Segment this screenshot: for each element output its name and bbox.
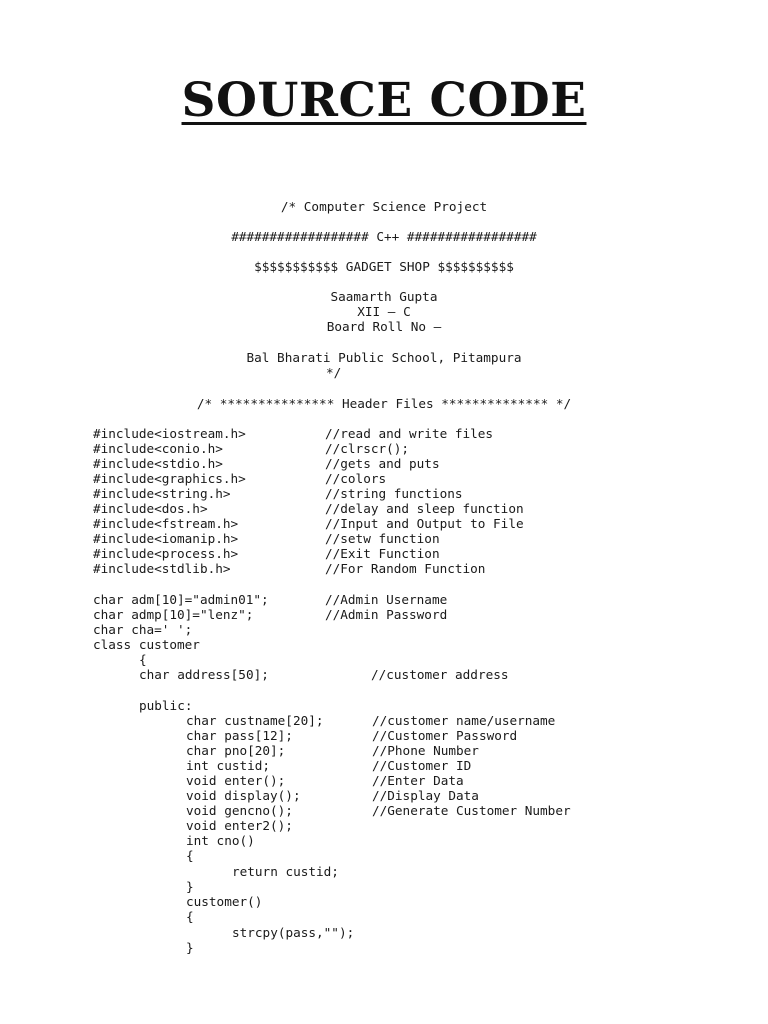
code-text: #include<fstream.h> [93, 516, 239, 531]
code-line [93, 456, 713, 471]
code-comment: //read and write files [325, 426, 494, 441]
code-line: class customer [93, 637, 200, 652]
code-comment: //clrscr(); [325, 441, 410, 456]
code-comment: //gets and puts [325, 456, 440, 471]
code-comment: //Admin Password [325, 607, 448, 622]
code-line [139, 667, 699, 682]
code-text: #include<iomanip.h> [93, 531, 239, 546]
code-comment: //Input and Output to File [325, 516, 524, 531]
code-line [186, 743, 706, 758]
code-line [186, 788, 706, 803]
header-comment-end: */ [326, 365, 342, 380]
code-text: #include<process.h> [93, 546, 239, 561]
code-comment: //customer address [371, 667, 509, 682]
code-comment: //string functions [325, 486, 463, 501]
code-comment: //Phone Number [372, 743, 479, 758]
code-line [186, 713, 706, 728]
access-specifier: public: [139, 698, 193, 713]
code-comment: //Generate Customer Number [372, 803, 571, 818]
code-line: char cha=' '; [93, 622, 193, 637]
code-line [93, 531, 713, 546]
code-text: char admp[10]="lenz"; [93, 607, 254, 622]
code-brace: { [186, 848, 194, 863]
code-text: void gencno(); [186, 803, 293, 818]
code-brace: { [186, 909, 194, 924]
code-text: char adm[10]="admin01"; [93, 592, 269, 607]
code-comment: //For Random Function [325, 561, 486, 576]
code-line [93, 441, 713, 456]
code-line [93, 501, 713, 516]
code-comment: //setw function [325, 531, 440, 546]
code-line [93, 546, 713, 561]
code-line [93, 516, 713, 531]
header-files-heading: /* *************** Header Files ************** */ [196, 396, 572, 411]
code-line [93, 561, 713, 576]
code-line [186, 773, 706, 788]
code-comment: //Display Data [372, 788, 479, 803]
code-line: int cno() [186, 833, 255, 848]
code-comment: //delay and sleep function [325, 501, 524, 516]
code-text: #include<stdlib.h> [93, 561, 231, 576]
code-line [186, 803, 706, 818]
code-text: char pass[12]; [186, 728, 293, 743]
code-comment: //Customer ID [372, 758, 472, 773]
code-brace: } [186, 879, 194, 894]
code-text: #include<conio.h> [93, 441, 223, 456]
code-comment: //Customer Password [372, 728, 518, 743]
code-text: void enter(); [186, 773, 286, 788]
author-class: XII – C [357, 304, 411, 319]
code-comment: //Admin Username [325, 592, 448, 607]
author-name: Saamarth Gupta [330, 289, 438, 304]
header-comment-line: /* Computer Science Project [280, 199, 488, 214]
board-roll-no: Board Roll No – [326, 319, 442, 334]
code-text: int custid; [186, 758, 271, 773]
code-brace: } [186, 940, 194, 955]
code-comment: //Exit Function [325, 546, 440, 561]
code-text: char address[50]; [139, 667, 269, 682]
code-line: strcpy(pass,""); [232, 925, 355, 940]
code-text: char custname[20]; [186, 713, 324, 728]
code-line [186, 758, 706, 773]
code-comment: //Enter Data [372, 773, 464, 788]
code-line [93, 592, 713, 607]
page-title-text: SOURCE CODE [181, 73, 587, 128]
code-line [93, 607, 713, 622]
code-line: void enter2(); [186, 818, 293, 833]
code-line [93, 426, 713, 441]
code-line [93, 486, 713, 501]
code-text: #include<dos.h> [93, 501, 208, 516]
code-comment: //customer name/username [372, 713, 556, 728]
code-brace: { [139, 652, 147, 667]
code-text: #include<graphics.h> [93, 471, 246, 486]
page-title [0, 70, 768, 132]
code-line: customer() [186, 894, 263, 909]
code-text: void display(); [186, 788, 301, 803]
code-text: char pno[20]; [186, 743, 286, 758]
code-line [93, 471, 713, 486]
code-line: return custid; [232, 864, 339, 879]
code-text: #include<stdio.h> [93, 456, 223, 471]
school-name: Bal Bharati Public School, Pitampura [246, 350, 522, 365]
code-text: #include<iostream.h> [93, 426, 246, 441]
code-comment: //colors [325, 471, 387, 486]
code-text: #include<string.h> [93, 486, 231, 501]
code-line [186, 728, 706, 743]
header-comment-line: $$$$$$$$$$$ GADGET SHOP $$$$$$$$$$ [254, 259, 514, 274]
header-comment-line: ################## C++ ################# [231, 229, 537, 244]
